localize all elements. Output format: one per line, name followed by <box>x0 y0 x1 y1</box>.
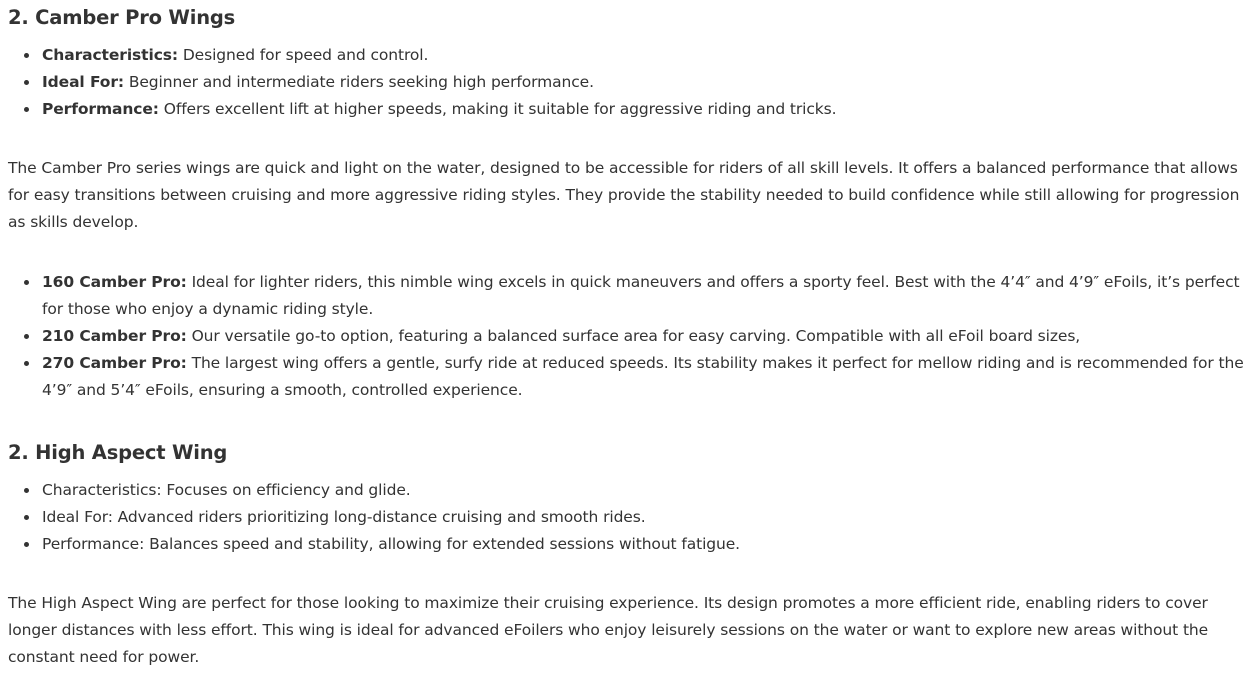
camber-pro-feature-list <box>8 42 836 123</box>
list-item <box>42 350 1250 404</box>
item-label: 210 Camber Pro: <box>42 327 187 345</box>
list-item <box>42 96 836 123</box>
item-label: Performance: <box>42 100 159 118</box>
list-item: Characteristics: Focuses on efficiency and glide. <box>42 477 740 504</box>
list-item: Ideal For: Advanced riders prioritizing long-distance cruising and smooth rides. <box>42 504 740 531</box>
list-item <box>42 69 836 96</box>
high-aspect-description: The High Aspect Wing are perfect for those looking to maximize their cruising experience. Its design promotes a more efficient ride, enabling riders to cover longer distances with less effort. This wing is ideal for advanced eFoilers who enjoy leisurely sessions on the water or want to explore new areas without the constant need for power. <box>8 594 1209 666</box>
section-title-high-aspect: 2. High Aspect Wing <box>8 441 228 464</box>
item-label: 270 Camber Pro: <box>42 354 187 372</box>
item-text: Offers excellent lift at higher speeds, making it suitable for aggressive riding and tricks. <box>158 100 837 118</box>
section-title-camber-pro: 2. Camber Pro Wings <box>8 6 236 29</box>
item-text: Ideal for lighter riders, this nimble wing excels in quick maneuvers and offers a sporty feel. Best with the 4’4″ and 4’9″ eFoils, it’s perfect for those who enjoy a dynamic riding style. <box>42 273 1240 318</box>
list-item: Performance: Balances speed and stability, allowing for extended sessions without fatigue. <box>42 531 740 558</box>
list-item <box>42 323 1250 350</box>
item-label: Characteristics: <box>42 46 179 64</box>
list-item <box>42 269 1250 323</box>
camber-pro-description: The Camber Pro series wings are quick and light on the water, designed to be accessible for riders of all skill levels. It offers a balanced performance that allows for easy transitions between cruising and more aggressive riding styles. They provide the stability needed to build confidence while still allowing for progression as skills develop. <box>8 159 1240 231</box>
list-item <box>42 42 836 69</box>
item-text: Our versatile go-to option, featuring a balanced surface area for easy carving. Compatible with all eFoil board sizes, <box>186 327 1081 345</box>
item-text: Designed for speed and control. <box>178 46 429 64</box>
item-label: 160 Camber Pro: <box>42 273 187 291</box>
item-text: The largest wing offers a gentle, surfy ride at reduced speeds. Its stability makes it perfect for mellow riding and is recommended for the 4’9″ and 5’4″ eFoils, ensuring a smooth, controlled experience. <box>42 354 1244 399</box>
item-text: Beginner and intermediate riders seeking high performance. <box>124 73 594 91</box>
camber-pro-model-list <box>8 269 1250 404</box>
item-label: Ideal For: <box>42 73 124 91</box>
high-aspect-feature-list <box>8 477 740 558</box>
